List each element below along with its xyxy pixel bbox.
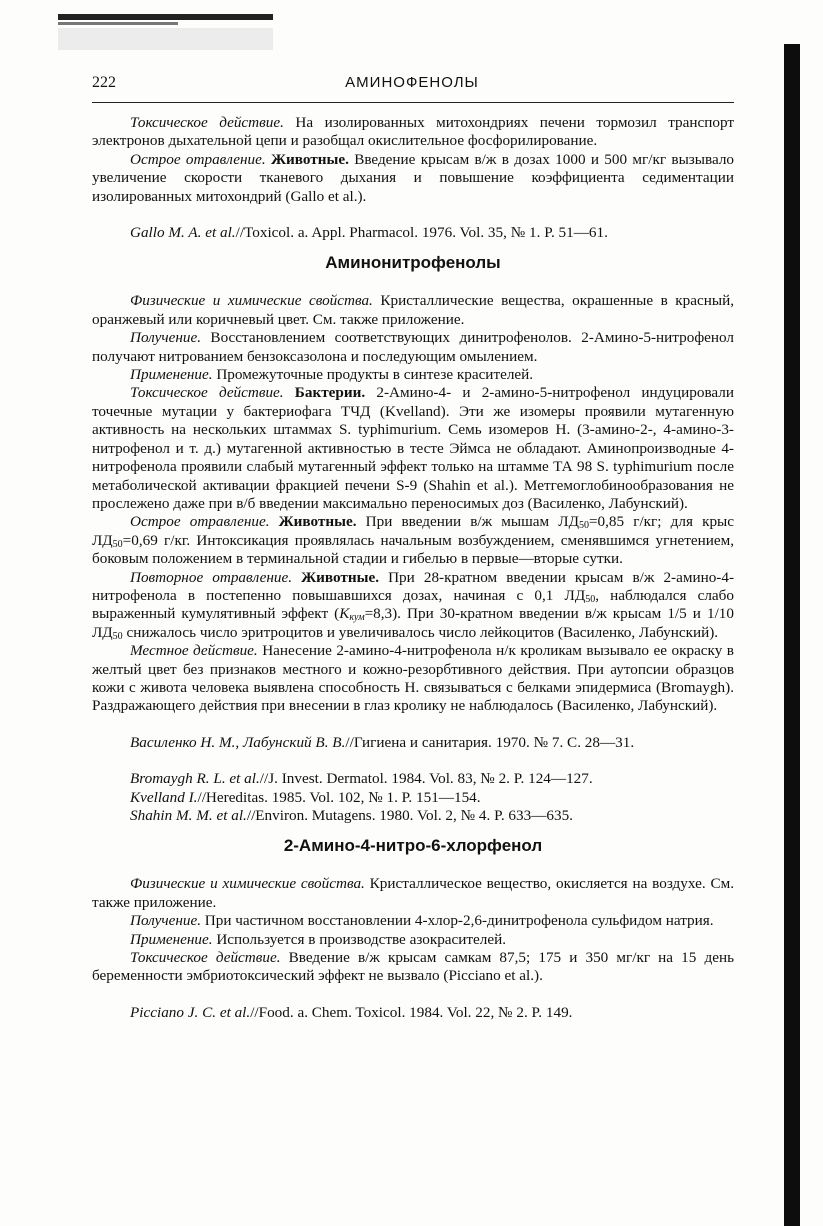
s1-toxic-paragraph: Токсическое действие. Бактерии. 2-Амино-4- и 2-амино-5-нитрофенол индуцировали точечные мутации у бактериофага ТЧД (Kvelland). Эти же изомеры проявили мутагенную активность на нескольких штаммах S. typhimurium. Семь изомеров Н. (3-амино-2-, 4-амино-3-нитрофенол и т. д.) мутагенной активностью в тесте Эймса не обладают. Аминопроизводные 4-нитрофенола проявили слабый мутагенный эффект только на штамме ТА 98 S. typhimurium после метаболической активации фракцией печени S-9 (Shahin et al.). Метгемоглобинообразования не прослежено даже при в/б введении максимально переносимых доз (Василенко, Лабунский). — [92, 384, 734, 512]
running-title: АМИНОФЕНОЛЫ — [345, 74, 479, 91]
s1-reference: Василенко Н. М., Лабунский В. В.//Гигиена и санитария. 1970. № 7. С. 28—31. — [130, 733, 635, 751]
scan-artifact-right-edge — [784, 44, 800, 1226]
intro-toxic-paragraph: Токсическое действие. На изолированных митохондриях печени тормозил транспорт электронов дыхательной цепи и разобщал окислительное фосфорилирование. — [92, 114, 734, 150]
page-number: 222 — [92, 74, 116, 91]
s2-use-paragraph: Применение. Используется в производстве азокрасителей. — [130, 930, 507, 948]
s1-reference: Kvelland I.//Hereditas. 1985. Vol. 102, № 1. P. 151—154. — [130, 788, 481, 806]
section-title-aminonitrophenols: Аминонитрофенолы — [325, 253, 501, 273]
s1-repeat-paragraph: Повторное отравление. Животные. При 28-кратном введении крысам в/ж 2-амино-4-нитрофенола в постепенно повышавшихся дозах, начиная с 0,1 $ЛД_{50}$, наблюдался слабо выраженный кумулятивный эффект $(К_{кум}=8,3)$. При 30-кратном введении в/ж крысам 1/5 и 1/10 $ЛД_{50}$ снижалось число эритроцитов и увеличивалось число лейкоцитов (Василенко, Лабунский). — [92, 568, 735, 642]
s2-toxic-paragraph: Токсическое действие. Введение в/ж крысам самкам 87,5; 175 и 350 мг/кг на 15 день беременности эмбриотоксический эффект не вызвало (Picciano et al.). — [92, 949, 734, 985]
s1-physical-paragraph: Физические и химические свойства. Кристаллические вещества, окрашенные в красный, оранжевый или коричневый цвет. См. также приложение. — [92, 292, 734, 328]
page-content — [92, 114, 734, 1022]
section-title-amino-nitro-chlorophenol: 2-Амино-4-нитро-6-хлорфенол — [283, 836, 543, 856]
s1-local-paragraph: Местное действие. Нанесение 2-амино-4-нитрофенола н/к кроликам вызывало ее окраску в желтый цвет без признаков местного и кожно-резорбтивного действия. При аутопсии образцов кожи с живота человека выявлена способность Н. связываться с белками эпидермиса (Bromaygh). Раздражающего действия при внесении в глаз кролику не наблюдалось (Василенко, Лабунский). — [92, 642, 734, 715]
scan-artifact-top — [58, 14, 273, 20]
s1-reference: Bromaygh R. L. et al.//J. Invest. Dermatol. 1984. Vol. 83, № 2. P. 124—127. — [130, 770, 593, 788]
s2-reference: Picciano J. C. et al.//Food. a. Chem. Toxicol. 1984. Vol. 22, № 2. P. 149. — [130, 1003, 573, 1021]
s1-reference: Shahin M. M. et al.//Environ. Mutagens. 1980. Vol. 2, № 4. P. 633—635. — [130, 807, 573, 824]
s1-acute-paragraph: Острое отравление. Животные. При введении в/ж мышам $ЛД_{50}=0,85$ г/кг; для крыс $ЛД_{50}=0,69$ г/кг. Интоксикация проявлялась начальным возбуждением, сменявшимся угнетением, боковым положением в терминальной стадии и гибелью в первые—вторые сутки. — [92, 513, 734, 568]
page-header — [92, 74, 732, 100]
scan-artifact-top-shade — [58, 28, 273, 50]
scan-artifact-top-line — [58, 22, 178, 25]
intro-acute-paragraph: Острое отравление. Животные. Введение крысам в/ж в дозах 1000 и 500 мг/кг вызывало увеличение скорости тканевого дыхания и повышение коэффициента седиментации изолированных митохондрий (Gallo et al.). — [92, 150, 734, 205]
s2-preparation-paragraph: Получение. При частичном восстановлении 4-хлор-2,6-динитрофенола сульфидом натрия. — [130, 912, 714, 930]
s1-use-paragraph: Применение. Промежуточные продукты в синтезе красителей. — [130, 366, 534, 384]
s1-preparation-paragraph: Получение. Восстановлением соответствующих динитрофенолов. 2-Амино-5-нитрофенол получают нитрованием бензоксазолона и последующим омылением. — [92, 329, 734, 365]
intro-reference: Gallo M. A. et al.//Toxicol. a. Appl. Pharmacol. 1976. Vol. 35, № 1. P. 51—61. — [130, 224, 608, 242]
s2-physical-paragraph: Физические и химические свойства. Кристаллическое вещество, окисляется на воздухе. См. также приложение. — [92, 875, 734, 911]
header-rule — [92, 102, 734, 103]
